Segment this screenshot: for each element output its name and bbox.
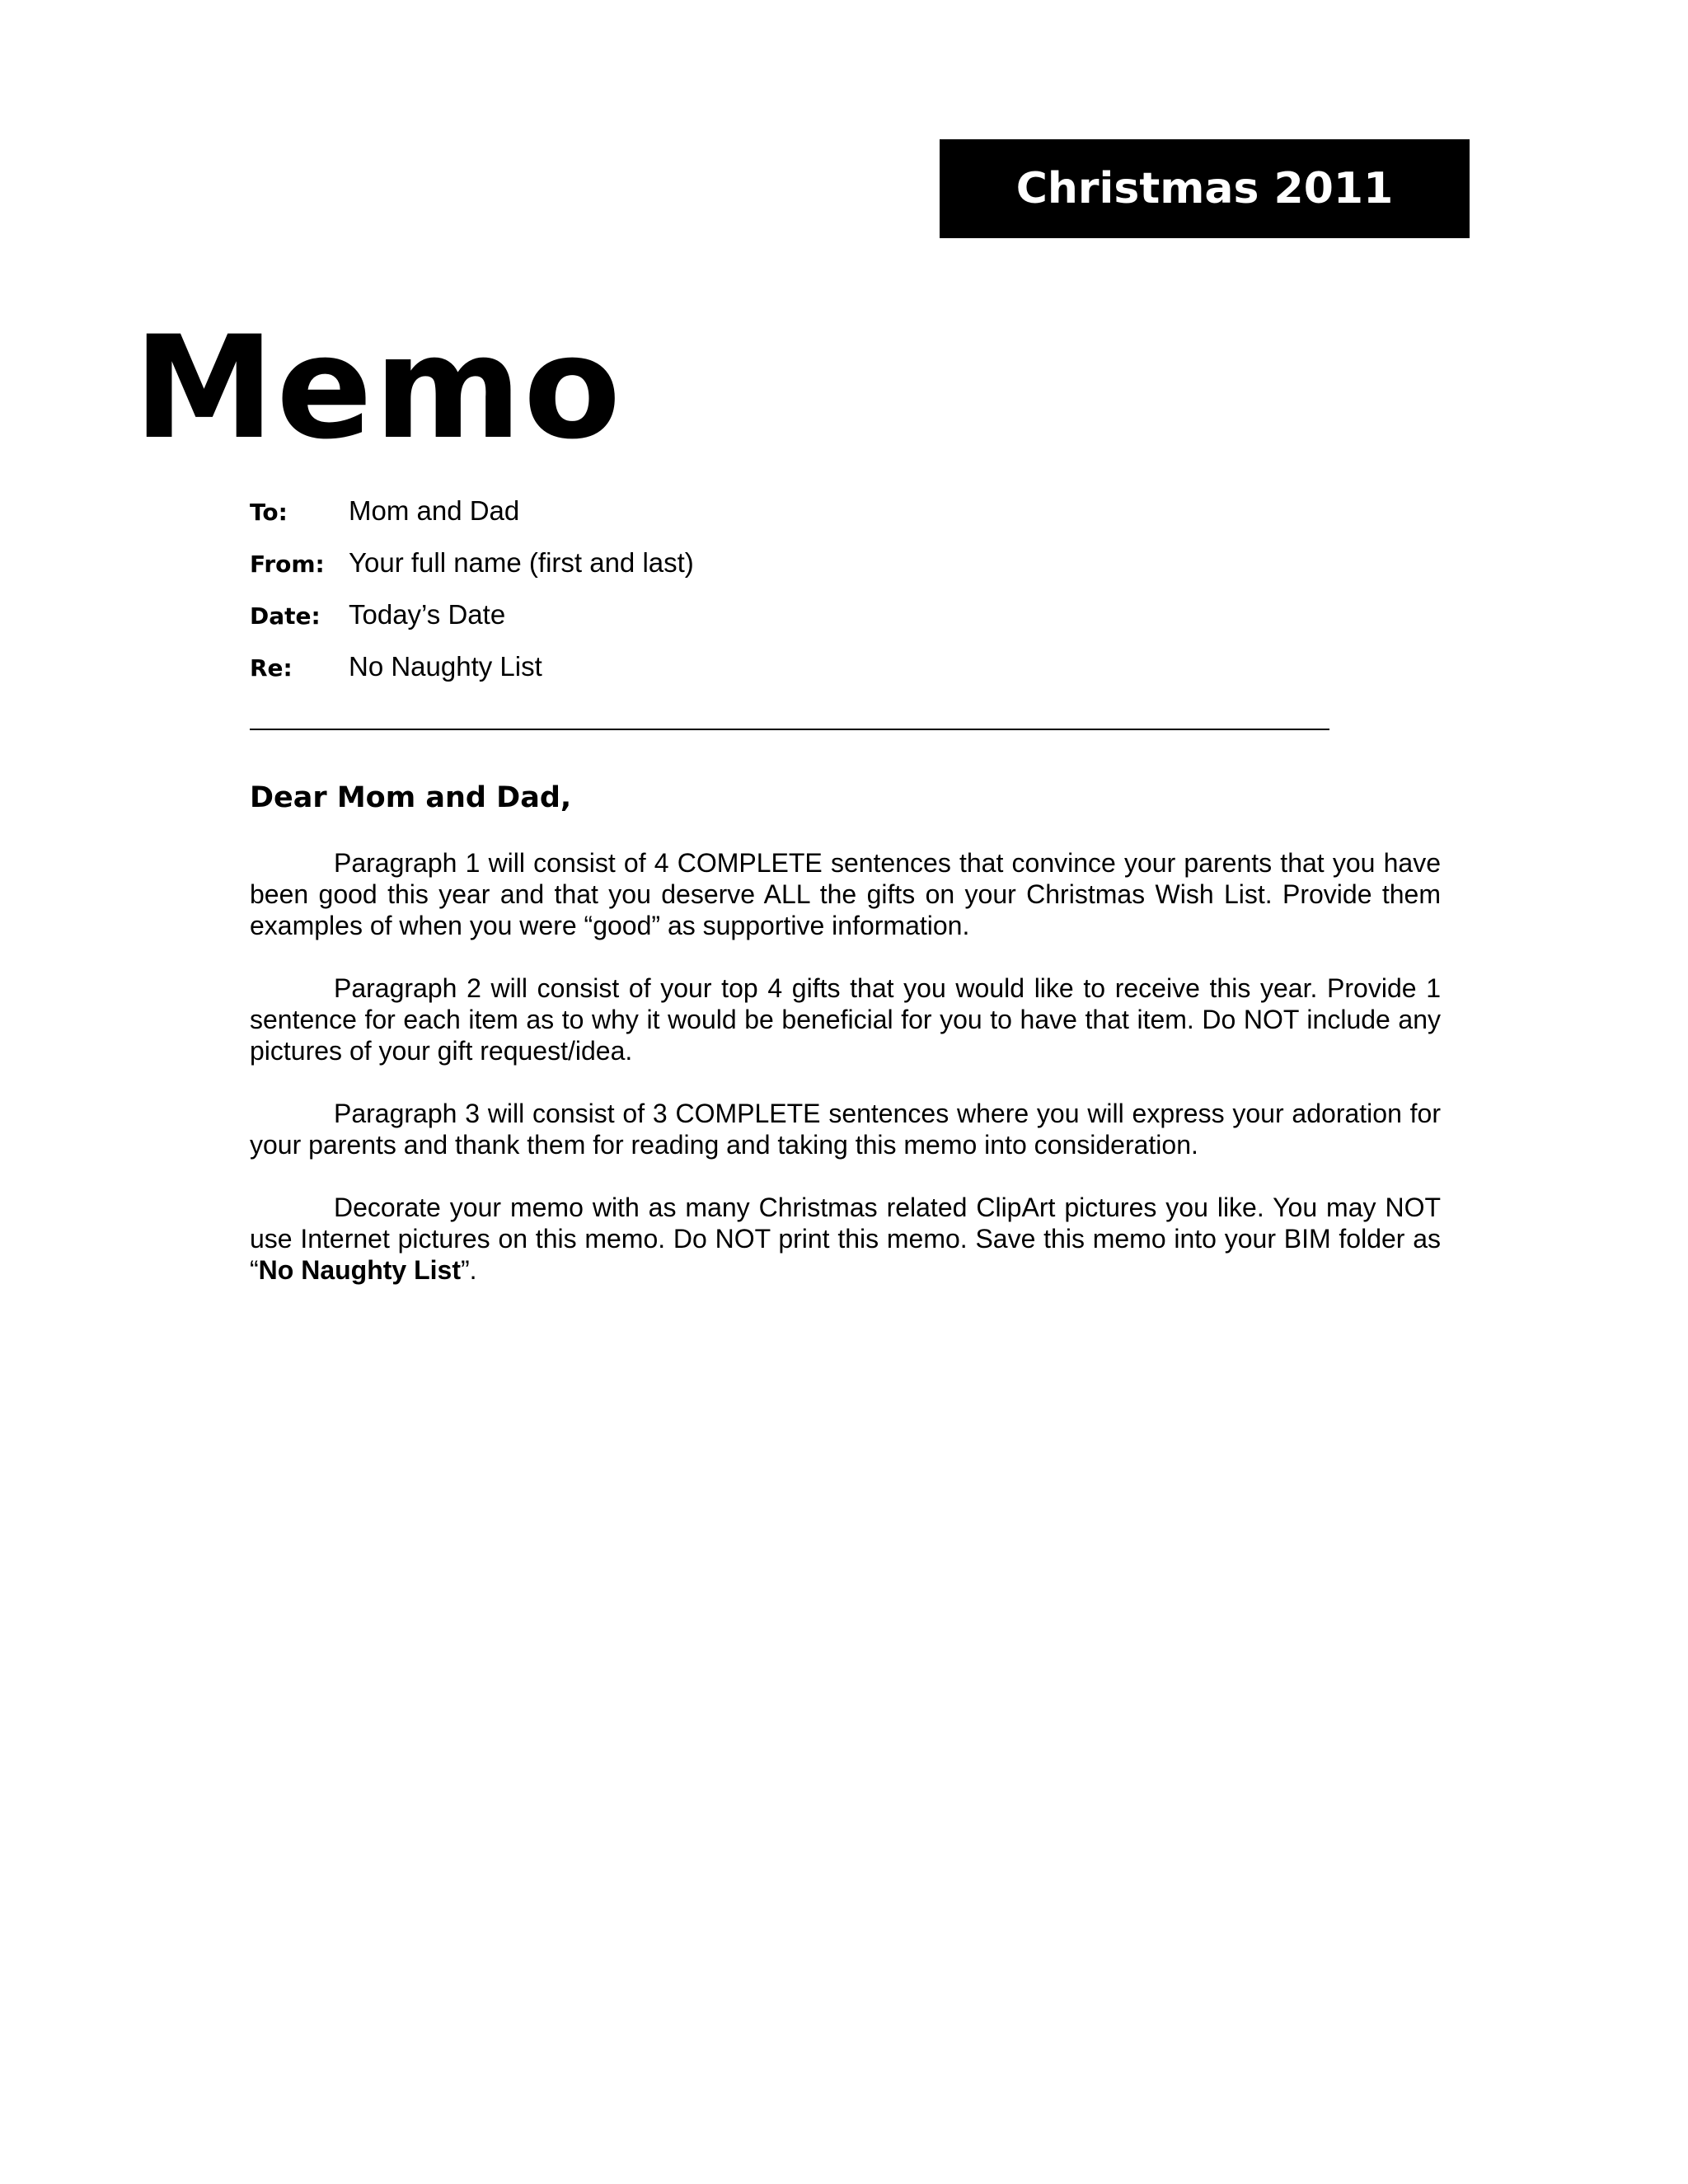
- header-divider: [250, 729, 1329, 730]
- from-value: Your full name (first and last): [349, 547, 694, 578]
- date-label: Date:: [250, 602, 321, 630]
- paragraph-3: Paragraph 3 will consist of 3 COMPLETE sentences where you will express your adoration for your parents and thank them for reading and taking this memo into consideration.: [250, 1099, 1441, 1160]
- date-value: Today’s Date: [349, 599, 506, 630]
- re-value: No Naughty List: [349, 651, 542, 682]
- paragraph-2: Paragraph 2 will consist of your top 4 gifts that you would like to receive this year. Provide 1 sentence for each item as to why it would be beneficial for you to have that item. Do NOT include any pictures of your gift request/idea.: [250, 973, 1441, 1066]
- paragraph-1: Paragraph 1 will consist of 4 COMPLETE sentences that convince your parents that you have been good this year and that you deserve ALL the gifts on your Christmas Wish List. Provide them examples of when you were “good” as supportive information.: [250, 848, 1441, 940]
- to-value: Mom and Dad: [349, 495, 520, 526]
- banner-text: Christmas 2011: [1015, 164, 1394, 213]
- christmas-banner: [940, 139, 1470, 238]
- memo-body: [250, 847, 1441, 1317]
- to-label: To:: [250, 499, 288, 526]
- paragraph-4: [250, 1192, 1441, 1286]
- from-row: [250, 547, 1329, 599]
- paragraph-4-text: Decorate your memo with as many Christmas related ClipArt pictures you like. You may NOT use Internet pictures on this memo. Do NOT print this memo. Save this memo into your BIM folder as “: [250, 1193, 1441, 1285]
- memo-title: Memo: [134, 305, 623, 471]
- from-label: From:: [250, 551, 325, 578]
- paragraph-4-end: ”.: [460, 1255, 477, 1285]
- re-row: [250, 651, 1329, 703]
- to-row: [250, 495, 1329, 547]
- memo-header-fields: [250, 495, 1329, 703]
- salutation: Dear Mom and Dad,: [250, 781, 572, 814]
- filename-bold: No Naughty List: [258, 1255, 461, 1285]
- date-row: [250, 599, 1329, 651]
- re-label: Re:: [250, 654, 293, 682]
